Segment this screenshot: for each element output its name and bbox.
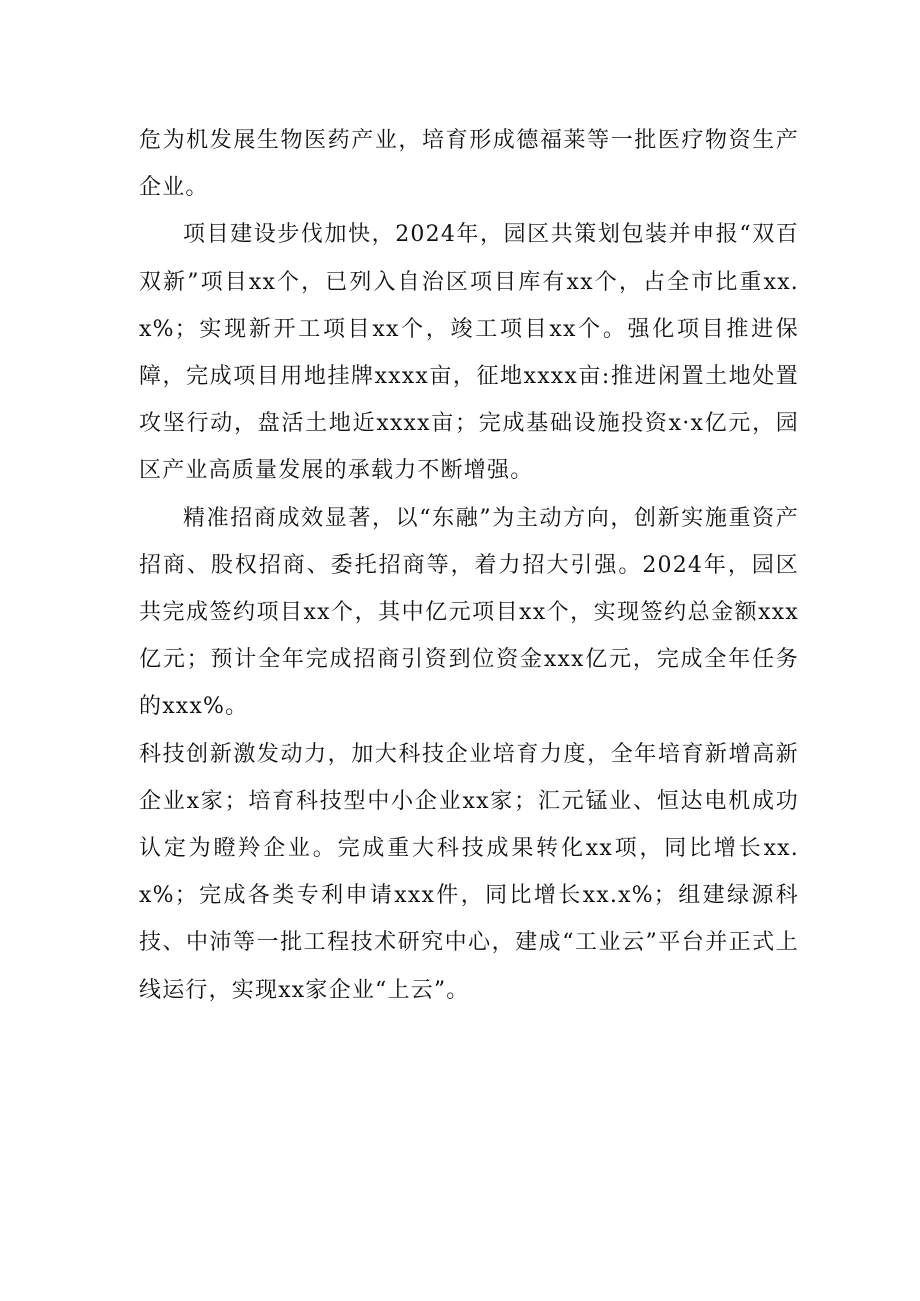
- paragraph-project-construction: 项目建设步伐加快，2024年，园区共策划包装并申报“双百双新”项目xx个，已列入自治区项目库有xx个，占全市比重xx.x%；实现新开工项目xx个，竣工项目xx个。强化项目推进保障，完成项目用地挂牌xxxx亩，征地xxxx亩:推进闲置土地处置攻坚行动，盘活土地近xxxx亩；完成基础设施投资x·x亿元，园区产业高质量发展的承载力不断增强。: [139, 222, 799, 484]
- paragraph-investment-attraction: 精准招商成效显著，以“东融”为主动方向，创新实施重资产招商、股权招商、委托招商等，着力招大引强。2024年，园区共完成签约项目xx个，其中亿元项目xx个，实现签约总金额xxx亿元；预计全年完成招商引资到位资金xxx亿元，完成全年任务的xxx%。: [139, 505, 799, 720]
- document-body: [139, 117, 799, 1014]
- paragraph-continuation: 危为机发展生物医药产业，培育形成德福莱等一批医疗物资生产企业。: [139, 128, 799, 201]
- paragraph-tech-innovation: 科技创新激发动力，加大科技企业培育力度，全年培育新增高新企业x家；培育科技型中小企业xx家；汇元锰业、恒达电机成功认定为瞪羚企业。完成重大科技成果转化xx项，同比增长xx.x%；完成各类专利申请xxx件，同比增长xx.x%；组建绿源科技、中沛等一批工程技术研究中心，建成“工业云”平台并正式上线运行，实现xx家企业“上云”。: [139, 741, 799, 1003]
